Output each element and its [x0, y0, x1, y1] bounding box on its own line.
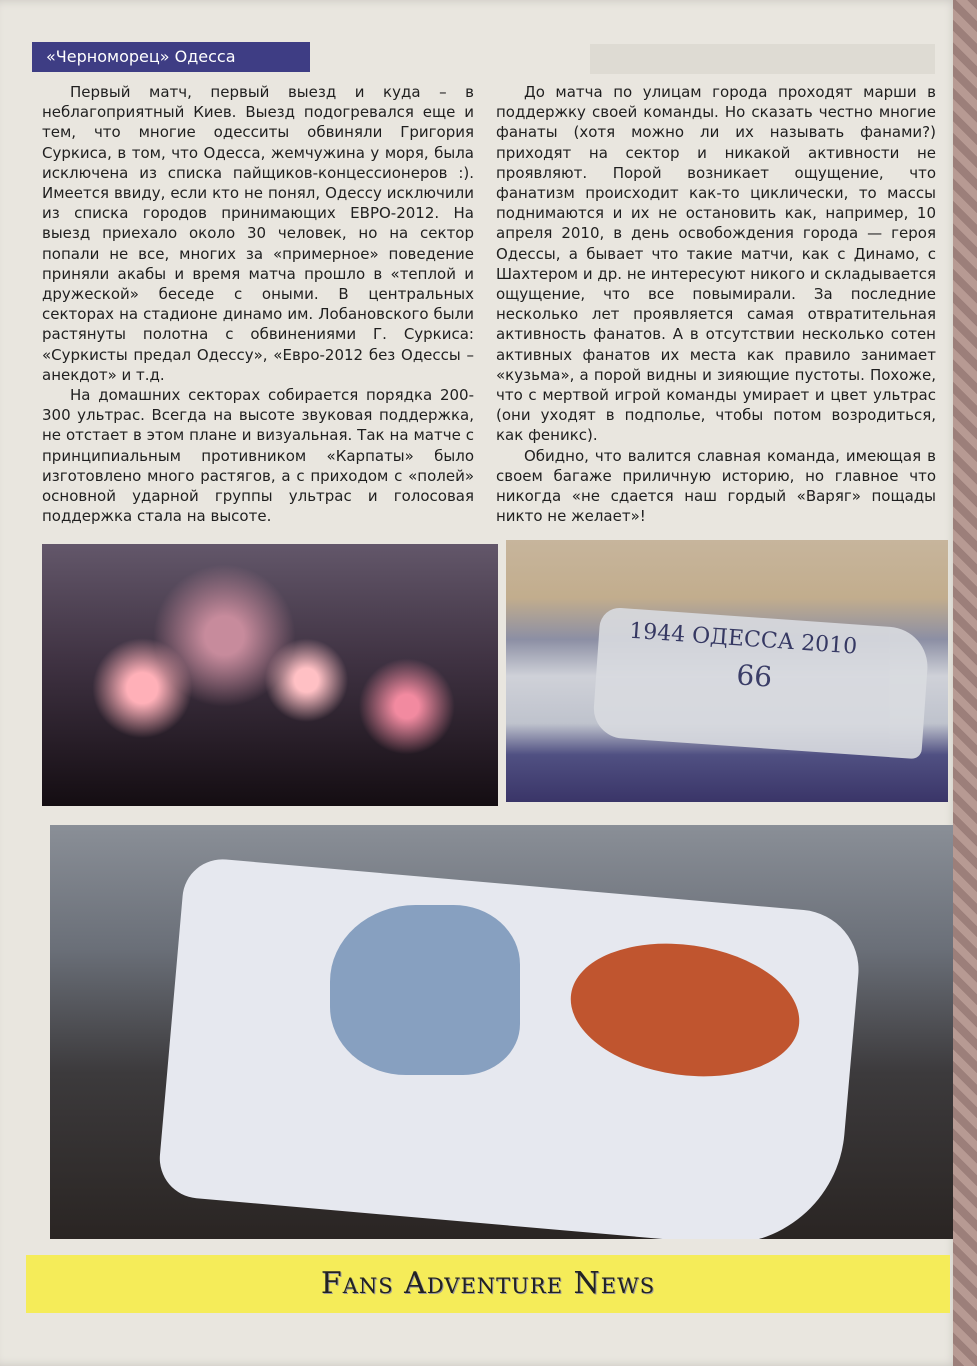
- paragraph: На домашних секторах собирается порядка 200-300 ультрас. Всегда на высоте звуковая поддержка, не отстает в этом плане и визуальная. Так на матче с принципиальным противником «Карпаты» было изготовлено много растягов, а с приходом с «полей» основной ударной группы ультрас и голосовая поддержка стала на высоте.: [42, 386, 474, 526]
- banner-shape: [592, 607, 930, 760]
- flag-figure: [330, 905, 520, 1075]
- section-title: «Черноморец» Одесса: [46, 47, 236, 66]
- publication-title: Fans Adventure News: [320, 1266, 656, 1301]
- photo-flares-crowd: [42, 544, 498, 806]
- bleed-through-block: [590, 44, 935, 74]
- section-header: [32, 42, 310, 72]
- photo-stadium-banner: [506, 540, 948, 802]
- footer-band: [26, 1255, 950, 1313]
- article-right-column: [496, 82, 936, 526]
- banner-number: 66: [735, 658, 774, 694]
- paragraph: До матча по улицам города проходят марши в поддержку своей команды. Но сказать честно многие фанаты (хотя можно ли их называть фанами?) приходят на сектор и никакой активности не проявляют. Порой возникает ощущение, что фанатизм происходит как-то циклически, то массы поднимаются и их не остановить как, например, 10 апреля 2010, в день освобождения города — героя Одессы, а бывает что такие матчи, как с Динамо, с Шахтером и др. не интересуют никого и складывается ощущение, что все повымирали. За последние несколько лет проявляется самая отвратительная активность фанатов. А в отсутствии несколько сотен активных фанатов их места как правило занимает «кузьма», а порой видны и зияющие пустоты. Похоже, что с мертвой игрой команды умирает и цвет ультрас (они уходят в подполье, чтобы потом возродиться, как феникс).: [496, 83, 936, 445]
- paragraph: Обидно, что валится славная команда, имеющая в своем багаже приличную историю, но главное что никогда «не сдается наш гордый «Варяг» пощады никто не желает»!: [496, 446, 936, 526]
- article-left-column: [42, 82, 474, 526]
- photo-giant-flag: [50, 825, 968, 1239]
- banner-text: 1944 ОДЕССА 2010: [628, 618, 858, 660]
- paragraph: Первый матч, первый выезд и куда – в неблагоприятный Киев. Выезд подогревался еще и тем, что многие одесситы обвиняли Григория Суркиса, в том, что Одесса, жемчужина у моря, была исключена из списка пайщиков-концессионеров :). Имеется ввиду, если кто не понял, Одессу исключили из списка городов принимающих ЕВРО-2012. На выезд приехало около 30 человек, но на сектор попали не все, многих за «примерное» поведение приняли акабы и время матча прошло в «теплой и дружеской» беседе с оными. В центральных секторах на стадионе динамо им. Лобановского были растянуты полотна с обвинениями Г. Суркиса: «Суркисты предал Одессу», «Евро-2012 без Одессы – анекдот» и т.д.: [42, 83, 474, 384]
- background-carpet: [953, 0, 977, 1366]
